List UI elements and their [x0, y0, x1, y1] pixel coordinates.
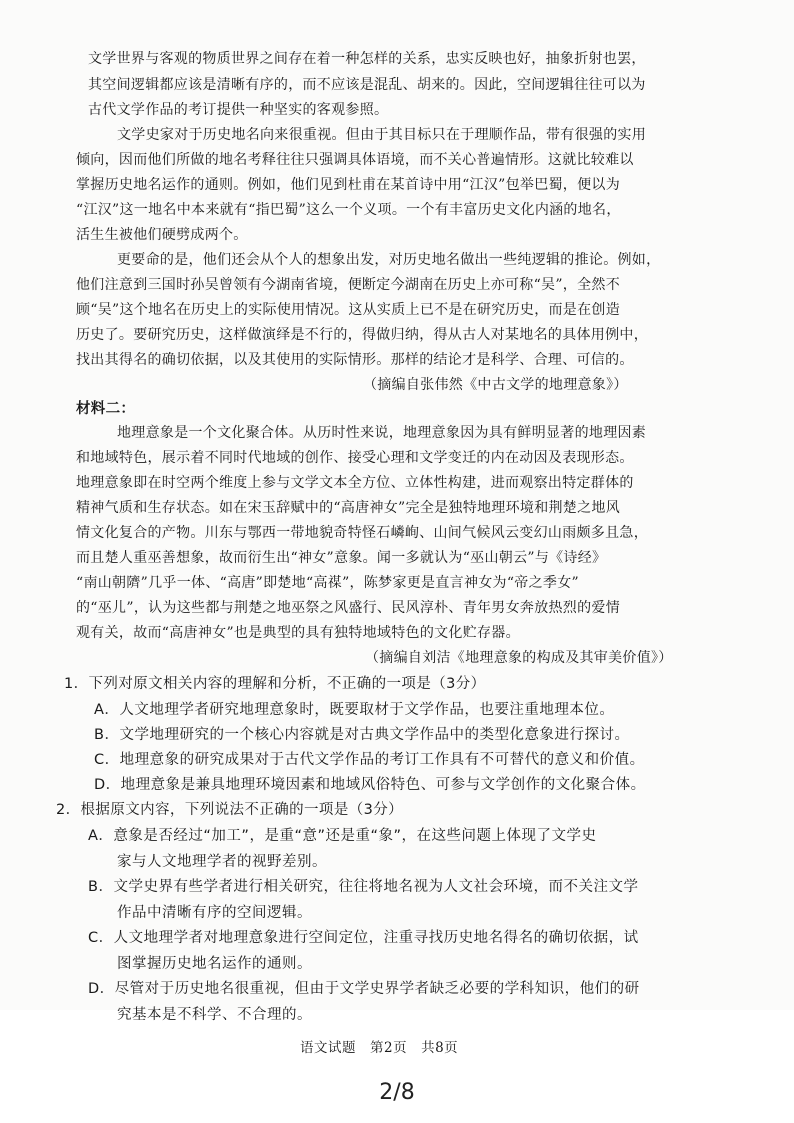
question-option: C．人文地理学者对地理意象进行空间定位，注重寻找历史地名得名的确切依据，试	[88, 930, 639, 946]
passage-line: “南山朝隮”几乎一体、“高唐”即楚地“高禖”，陈梦家更是直言神女为“帝之季女”	[76, 575, 579, 591]
passage-line: 古代文学作品的考订提供一种坚实的客观参照。	[88, 102, 389, 118]
passage-line: 顾“吴”这个地名在历史上的实际使用情况。这从实质上已不是在研究历史，而是在创造	[76, 302, 621, 318]
passage-line: 其空间逻辑都应该是清晰有序的，而不应该是混乱、胡来的。因此，空间逻辑往往可以为	[88, 77, 646, 93]
question-stem: 1．下列对原文相关内容的理解和分析，不正确的一项是（3分）	[64, 676, 486, 692]
passage-line: 和地域特色，展示着不同时代地域的创作、接受心理和文学变迁的内在动因及表现形态。	[76, 450, 634, 466]
passage-line: 掌握历史地名运作的通则。例如，他们见到杜甫在某首诗中用“江汉”包举巴蜀，便以为	[76, 177, 621, 193]
question-option: C．地理意象的研究成果对于古代文学作品的考订工作具有不可替代的意义和价值。	[94, 752, 645, 768]
passage-line: 他们注意到三国时孙吴曾领有今湖南省境，便断定今湖南在历史上亦可称“吴”，全然不	[76, 277, 621, 293]
passage-line: 更要命的是，他们还会从个人的想象出发，对历史地名做出一些纯逻辑的推论。例如，	[117, 252, 661, 268]
passage-line: 地理意象是一个文化聚合体。从历时性来说，地理意象因为具有鲜明显著的地理因素	[117, 425, 647, 441]
question-option: D．地理意象是兼具地理环境因素和地域风俗特色、可参与文学创作的文化聚合体。	[94, 777, 646, 793]
page-footer: 语文试题 第2页 共8页	[300, 1040, 459, 1056]
question-option-cont: 作品中清晰有序的空间逻辑。	[117, 905, 312, 921]
passage-line: 文学史家对于历史地名向来很重视。但由于其目标只在于理顺作品，带有很强的实用	[117, 127, 647, 143]
passage-line: 精神气质和生存状态。如在宋玉辞赋中的“高唐神女”完全是独特地理环境和荆楚之地风	[76, 500, 621, 516]
question-option-cont: 图掌握历史地名运作的通则。	[117, 956, 312, 972]
question-option-cont: 究基本是不科学、不合理的。	[117, 1007, 312, 1023]
passage-line: 倾向，因而他们所做的地名考释往往只强调具体语境，而不关心普遍情形。这就比较难以	[76, 152, 634, 168]
passage-line: 活生生被他们硬劈成两个。	[76, 227, 248, 243]
passage-line: 文学世界与客观的物质世界之间存在着一种怎样的关系，忠实反映也好，抽象折射也罢，	[88, 51, 646, 67]
material-heading: 材料二：	[76, 401, 136, 417]
source-citation: （摘编自张伟然《中古文学的地理意象》）	[363, 377, 628, 393]
question-option: B．文学地理研究的一个核心内容就是对古典文学作品中的类型化意象进行探讨。	[94, 727, 630, 743]
passage-line: 地理意象即在时空两个维度上参与文学文本全方位、立体性构建，进而观察出特定群体的	[76, 475, 634, 491]
question-option: D．尽管对于历史地名很重视，但由于文学史界学者缺乏必要的学科知识，他们的研	[88, 981, 640, 997]
passage-line: 的“巫儿”，认为这些都与荆楚之地巫祭之风盛行、民风淳朴、青年男女奔放热烈的爱情	[76, 600, 621, 616]
question-option: A．意象是否经过“加工”，是重“意”还是重“象”，在这些问题上体现了文学史	[88, 828, 597, 844]
question-option-cont: 家与人文地理学者的视野差别。	[117, 854, 327, 870]
passage-line: 观有关，故而“高唐神女”也是典型的具有独特地域特色的文化贮存器。	[76, 625, 520, 641]
passage-line: 历史了。要研究历史，这样做演绎是不行的，得做归纳，得从古人对某地名的具体用例中，	[76, 327, 648, 343]
passage-line: 而且楚人重巫善想象，故而衍生出“神女”意象。闻一多就认为“巫山朝云”与《诗经》	[76, 550, 607, 566]
question-option: A．人文地理学者研究地理意象时，既要取材于文学作品，也要注重地理本位。	[94, 702, 615, 718]
passage-line: 找出其得名的确切依据，以及其使用的实际情形。那样的结论才是科学、合理、可信的。	[76, 352, 634, 368]
page-indicator: 2/8	[379, 1080, 415, 1105]
source-citation: （摘编自刘洁《地理意象的构成及其审美价值》）	[365, 650, 673, 666]
question-stem: 2．根据原文内容，下列说法不正确的一项是（3分）	[56, 802, 404, 818]
passage-line: “江汉”这一地名中本来就有“指巴蜀”这么一个义项。一个有丰富历史文化内涵的地名，	[76, 202, 621, 218]
question-option: B．文学史界有些学者进行相关研究，往往将地名视为人文社会环境，而不关注文学	[88, 879, 639, 895]
passage-line: 情文化复合的产物。川东与鄂西一带地貌奇特怪石嶙峋、山间气候风云变幻山雨颇多且急，	[76, 525, 648, 541]
